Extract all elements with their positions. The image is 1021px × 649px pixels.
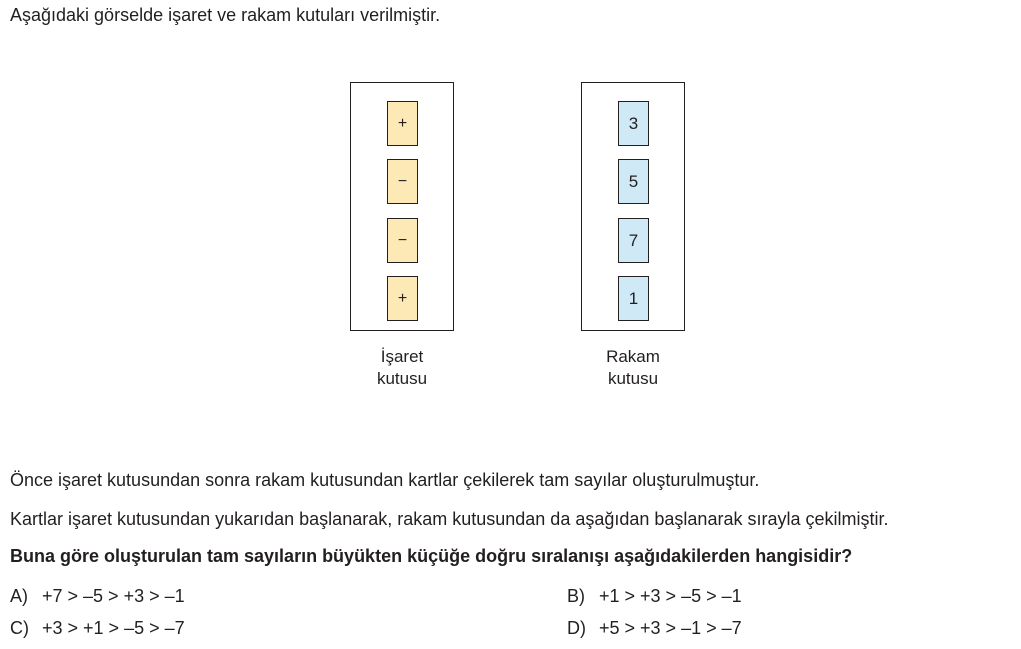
sign-box-label — [342, 346, 462, 390]
digit-card-2: 5 — [618, 159, 649, 204]
option-d[interactable] — [567, 618, 742, 639]
sign-box-label-line1: İşaret — [380, 347, 424, 366]
option-c-text: +3 > +1 > –5 > –7 — [42, 618, 185, 638]
option-b-letter: B) — [567, 586, 585, 606]
question-text: Buna göre oluşturulan tam sayıların büyükten küçüğe doğru sıralanışı aşağıdakilerden hangisidir? — [10, 546, 853, 566]
digit-box-label-line2: kutusu — [607, 369, 659, 388]
sign-card-3: − — [387, 218, 418, 263]
option-a-text: +7 > –5 > +3 > –1 — [42, 586, 185, 606]
sign-card-4: + — [387, 276, 418, 321]
option-b[interactable] — [567, 586, 742, 607]
paragraph-1: Önce işaret kutusundan sonra rakam kutusundan kartlar çekilerek tam sayılar oluşturulmuştur. — [10, 470, 760, 490]
digit-box-label — [573, 346, 693, 390]
sign-box-label-line2: kutusu — [376, 369, 428, 388]
paragraph-2: Kartlar işaret kutusundan yukarıdan başlanarak, rakam kutusundan da aşağıdan başlanarak sırayla çekilmiştir. — [10, 509, 889, 529]
option-d-letter: D) — [567, 618, 586, 638]
option-c-letter: C) — [10, 618, 29, 638]
intro-text: Aşağıdaki görselde işaret ve rakam kutuları verilmiştir. — [10, 5, 441, 25]
option-d-text: +5 > +3 > –1 > –7 — [599, 618, 742, 638]
digit-box-label-line1: Rakam — [606, 347, 660, 366]
sign-card-2: − — [387, 159, 418, 204]
digit-box — [581, 82, 685, 331]
option-c[interactable] — [10, 618, 185, 639]
digit-card-3: 7 — [618, 218, 649, 263]
option-b-text: +1 > +3 > –5 > –1 — [599, 586, 742, 606]
option-a[interactable] — [10, 586, 185, 607]
option-a-letter: A) — [10, 586, 28, 606]
digit-card-4: 1 — [618, 276, 649, 321]
digit-card-1: 3 — [618, 101, 649, 146]
sign-box — [350, 82, 454, 331]
sign-card-1: + — [387, 101, 418, 146]
